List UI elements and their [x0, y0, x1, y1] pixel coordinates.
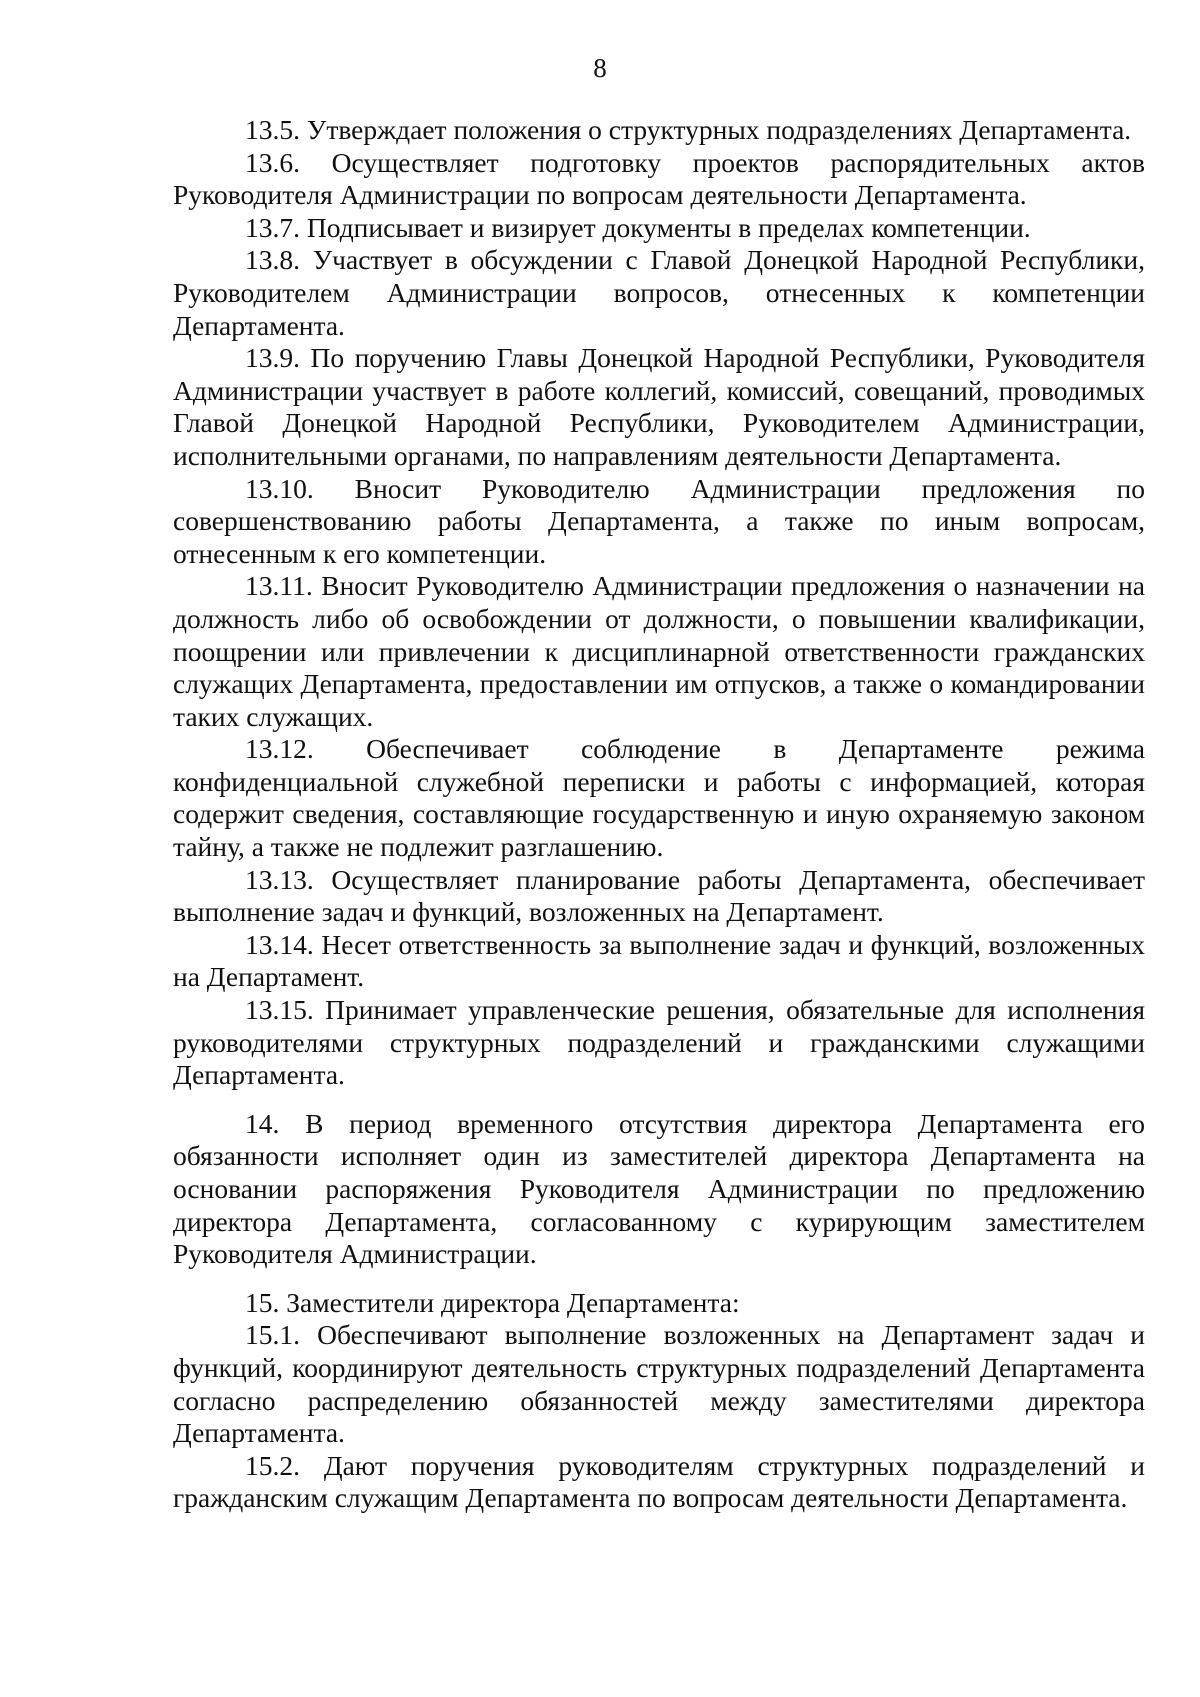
paragraph-13-6: 13.6. Осуществляет подготовку проектов распорядительных актов Руководителя Администрации по вопросам деятельности Департамента. [173, 146, 1145, 211]
paragraph-13-7: 13.7. Подписывает и визирует документы в пределах компетенции. [245, 211, 1031, 243]
paragraph-15-2: 15.2. Дают поручения руководителям структурных подразделений и гражданским служащим Департамента по вопросам деятельности Департамента. [173, 1449, 1145, 1514]
paragraph-13-12: 13.12. Обеспечивает соблюдение в Департаменте режима конфиденциальной служебной переписки и работы с информацией, которая содержит сведения, составляющие государственную и иную охраняемую законом тайну, а также не подлежит разглашению. [173, 733, 1145, 863]
paragraph-15: 15. Заместители директора Департамента: [245, 1286, 740, 1318]
paragraph-13-5: 13.5. Утверждает положения о структурных подразделениях Департамента. [245, 114, 1132, 145]
paragraph-13-9: 13.9. По поручению Главы Донецкой Народной Республики, Руководителя Администрации участвует в работе коллегий, комиссий, совещаний, проводимых Главой Донецкой Народной Республики, Руководителем Администрации, исполнительными органами, по направлениям деятельности Департамента. [173, 342, 1145, 471]
paragraph-13-15: 13.15. Принимает управленческие решения, обязательные для исполнения руководителями структурных подразделений и гражданскими служащими Департамента. [173, 994, 1145, 1091]
paragraph-15-1: 15.1. Обеспечивают выполнение возложенных на Департамент задач и функций, координируют деятельность структурных подразделений Департамента согласно распределению обязанностей между заместителями директора Департамента. [173, 1319, 1145, 1449]
paragraph-13-8: 13.8. Участвует в обсуждении с Главой Донецкой Народной Республики, Руководителем Администрации вопросов, отнесенных к компетенции Департамента. [173, 244, 1145, 341]
page-number: 8 [593, 53, 607, 83]
paragraph-13-14: 13.14. Несет ответственность за выполнение задач и функций, возложенных на Департамент. [173, 928, 1145, 993]
paragraph-13-13: 13.13. Осуществляет планирование работы Департамента, обеспечивает выполнение задач и функций, возложенных на Департамент. [173, 863, 1145, 928]
paragraph-14: 14. В период временного отсутствия директора Департамента его обязанности исполняет один из заместителей директора Департамента на основании распоряжения Руководителя Администрации по предложению директора Департамента, согласованному с курирующим заместителем Руководителя Администрации. [173, 1107, 1145, 1270]
paragraph-13-11: 13.11. Вносит Руководителю Администрации предложения о назначении на должность либо об освобождении от должности, о повышении квалификации, поощрении или привлечении к дисциплинарной ответственности гражданских служащих Департамента, предоставлении им отпусков, а также о командировании таких служащих. [173, 570, 1145, 732]
paragraph-13-10: 13.10. Вносит Руководителю Администрации предложения по совершенствованию работы Департамента, а также по иным вопросам, отнесенным к его компетенции. [173, 472, 1145, 569]
document-body [173, 114, 1145, 1515]
